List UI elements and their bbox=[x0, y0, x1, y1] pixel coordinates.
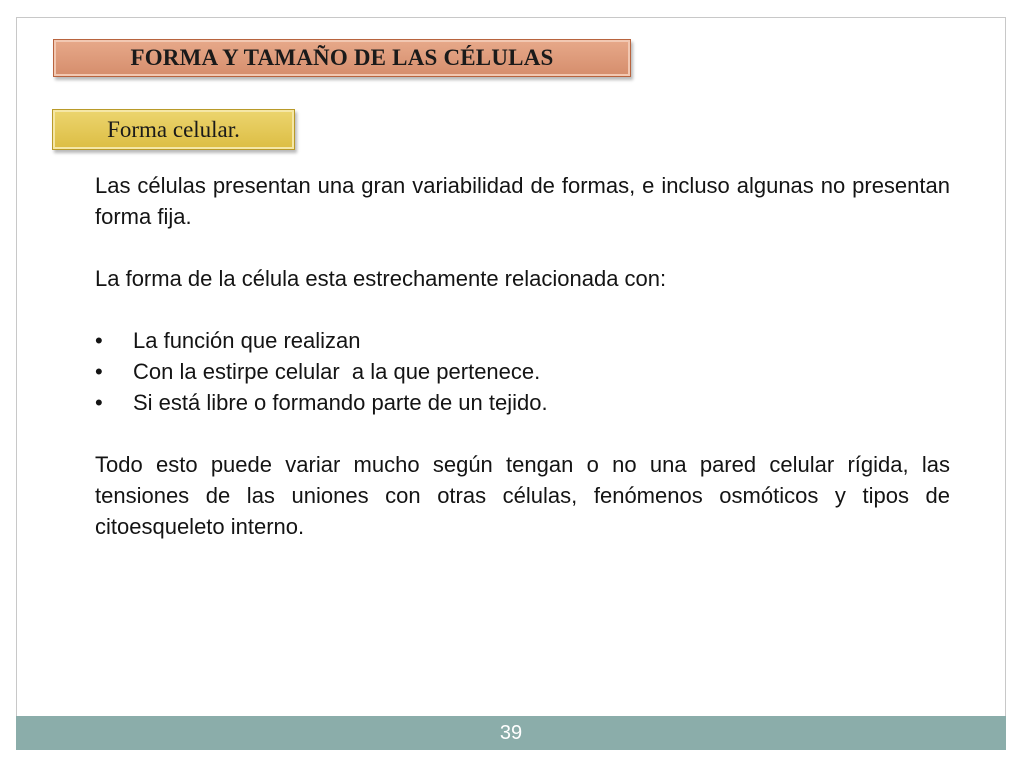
page-number: 39 bbox=[499, 721, 523, 744]
footer-bar bbox=[16, 716, 1006, 750]
title-box bbox=[53, 39, 631, 77]
bullet-item bbox=[95, 387, 950, 418]
section-subtitle: Forma celular. bbox=[107, 116, 240, 142]
bullet-mark: • bbox=[95, 359, 103, 384]
slide-content bbox=[95, 170, 950, 542]
bullet-text: La función que realizan bbox=[133, 328, 361, 353]
bullet-item bbox=[95, 356, 950, 387]
paragraph-intro: Las células presentan una gran variabilidad de formas, e incluso algunas no presentan forma fija. bbox=[95, 173, 950, 229]
bullet-list bbox=[95, 325, 950, 418]
bullet-mark: • bbox=[95, 390, 103, 415]
bullet-text: Si está libre o formando parte de un tejido. bbox=[133, 390, 548, 415]
paragraph-conclusion: Todo esto puede variar mucho según tengan o no una pared celular rígida, las tensiones de las uniones con otras células, fenómenos osmóticos y tipos de citoesqueleto interno. bbox=[95, 452, 950, 539]
subtitle-box bbox=[52, 109, 295, 150]
slide-title: FORMA Y TAMAÑO DE LAS CÉLULAS bbox=[130, 45, 554, 70]
bullet-text: Con la estirpe celular a la que pertenece. bbox=[133, 359, 541, 384]
bullet-mark: • bbox=[95, 328, 103, 353]
bullet-item bbox=[95, 325, 950, 356]
paragraph-relation: La forma de la célula esta estrechamente relacionada con: bbox=[95, 266, 667, 291]
